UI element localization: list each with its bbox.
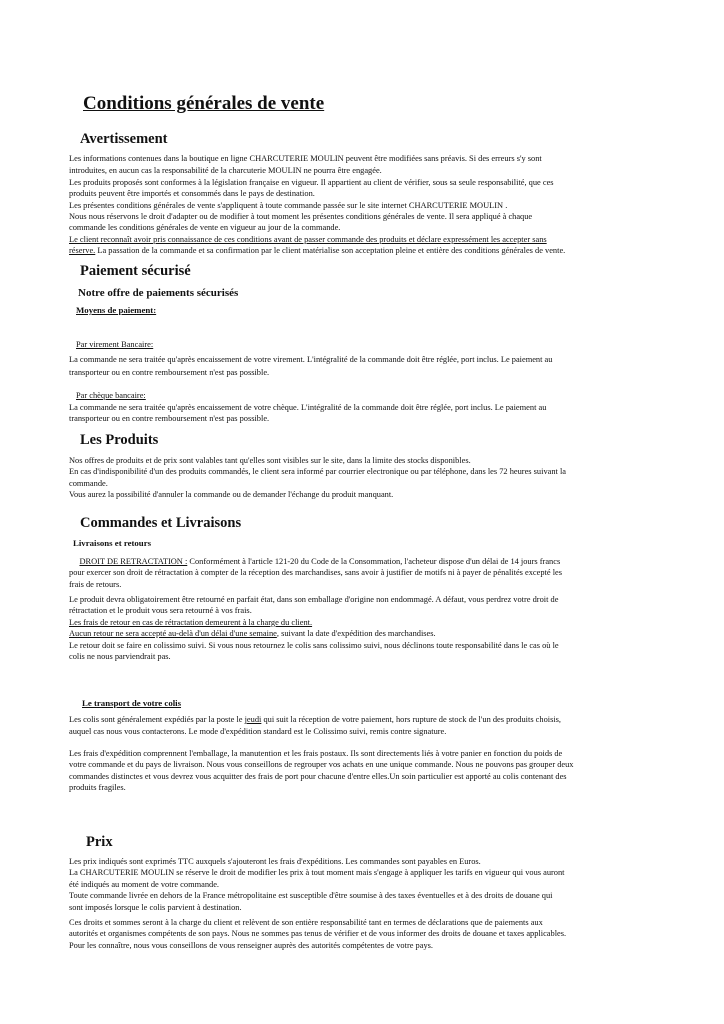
text-line: transporteur ou en contre remboursement n'est pas possible.: [69, 368, 270, 378]
paragraph-frais-expedition: [69, 748, 657, 794]
jeudi-underlined: jeudi: [244, 715, 262, 724]
text-line: frais de retours.: [69, 579, 122, 589]
text-line: qui suit la réception de votre paiement, hors rupture de stock de l'un des produits choisis,: [261, 715, 562, 724]
text-line: sont imposés lorsque le colis parvient à destination.: [69, 902, 242, 912]
text-line: Ces droits et sommes seront à la charge du client et relèvent de son entière responsabilité tant en termes de déclarations que de paiements aux: [69, 918, 543, 927]
subheading-offre-paiement: Notre offre de paiements sécurisés: [78, 287, 239, 299]
heading-avertissement: Avertissement: [80, 131, 168, 147]
text-line: En cas d'indisponibilité d'un des produits commandés, le client sera informé par courrier electronique ou par téléphone, dans les 72 heures suivant la: [69, 467, 566, 477]
label-cheque: Par chèque bancaire:: [76, 391, 146, 400]
text-line: La commande ne sera traitée qu'après encaissement de votre chèque. L'intégralité de la commande doit être réglée, port inclus. Le paiement au: [69, 403, 547, 412]
text-line: Nos offres de produits et de prix sont valables tant qu'elles sont visibles sur le site, dans la limite des stocks disponibles.: [69, 456, 471, 465]
heading-prix: Prix: [86, 834, 113, 850]
heading-paiement: Paiement sécurisé: [80, 263, 191, 279]
frais-retour-underlined: Les frais de retour en cas de rétractation demeurent à la charge du client.: [69, 617, 313, 627]
text-line: Les prix indiqués sont exprimés TTC auxquels s'ajouteront les frais d'expéditions. Les commandes sont payables en Euros.: [69, 857, 481, 866]
acceptance-underlined: Le client reconnaît avoir pris connaissance de ces conditions avant de passer commande des produits et déclare expressément les accepter sans: [69, 234, 547, 244]
text-line: commande.: [69, 478, 108, 488]
label-retractation: DROIT DE RETRACTATION :: [79, 557, 188, 566]
page-title: Conditions générales de vente: [83, 93, 325, 114]
text-line: transporteur ou en contre remboursement n'est pas possible.: [69, 414, 270, 424]
heading-commandes: Commandes et Livraisons: [80, 515, 242, 531]
paragraph-retour: [69, 594, 657, 662]
text-line: Les colis sont généralement expédiés par la poste le: [69, 715, 245, 724]
text-line: votre commande et du pays de livraison. Nous vous conseillons de regrouper vos achats en une unique commande. Nous ne pouvons pas grouper deux: [69, 760, 574, 770]
text-line: Vous aurez la possibilité d'annuler la commande ou de demander l'échange du produit manquant.: [69, 490, 394, 500]
paragraph-virement: [69, 354, 657, 379]
text-line: Conformément à l'article 121-20 du Code de la Consommation, l'acheteur dispose d'un délai de 14 jours francs: [187, 557, 561, 566]
acceptance-underlined-end: réserve.: [69, 246, 96, 256]
text-line: Le retour doit se faire en colissimo suivi. Si vous nous retournez le colis sans colissimo suivi, nous déclinons toute responsabilité dans le cas où le: [69, 640, 559, 650]
label-virement: Par virement Bancaire:: [76, 340, 154, 349]
subheading-livraisons: Livraisons et retours: [73, 538, 152, 548]
text-line: Les produits proposés sont conformes à la législation française en vigueur. Il appartient au client de vérifier, sous sa seule responsabilité, que ces: [69, 177, 554, 187]
text-line: produits fragiles.: [69, 783, 126, 793]
text-line: commandes distinctes et vous devrez vous acquitter des frais de port pour chacune d'entre elles.Un soin particulier est apporté au colis contenant des: [69, 771, 567, 781]
paragraph-prix: [69, 856, 657, 913]
heading-produits: Les Produits: [80, 432, 159, 448]
text-line: autorités et organismes compétents de son pays. Nous ne sommes pas tenus de vérifier et de vous informer des droits de douane et taxes applicables.: [69, 929, 567, 939]
text-line: produits peuvent être importés et consommés dans le pays de destination.: [69, 189, 315, 199]
text-line: Toute commande livrée en dehors de la France métropolitaine est susceptible d'être soumise à des taxes éventuelles et à des droits de douane qui: [69, 891, 553, 901]
text-line: La CHARCUTERIE MOULIN se réserve le droit de modifier les prix à tout moment mais s'engage à appliquer les tarifs en vigueur qui vous auront: [69, 868, 565, 878]
text-line: Les informations contenues dans la boutique en ligne CHARCUTERIE MOULIN peuvent être modifiées sans préavis. Si des erreurs s'y sont: [69, 154, 542, 163]
text-line: colis ne nous parviendrait pas.: [69, 652, 171, 662]
text-line: La passation de la commande et sa confirmation par le client matérialise son acceptation pleine et entière des conditions générales de vente.: [95, 246, 566, 256]
text-line: pour exercer son droit de rétractation à compter de la réception des marchandises, sans avoir à justifier de motifs ni à payer de pénalités excepté les: [69, 568, 562, 578]
text-line: rétractation et le produit vous sera retourné à vos frais.: [69, 606, 252, 616]
text-line: Les présentes conditions générales de vente s'appliquent à toute commande passée sur le site internet CHARCUTERIE MOULIN .: [69, 200, 508, 210]
paragraph-cheque: [69, 402, 657, 425]
text-line: introduites, en aucun cas la responsabilité de la charcuterie MOULIN ne pourra être engagée.: [69, 166, 382, 176]
text-line: commande les conditions générales de vente en vigueur au jour de la commande.: [69, 223, 341, 233]
paragraph-produits: [69, 455, 657, 501]
label-moyens-paiement: Moyens de paiement:: [76, 305, 157, 315]
label-transport: Le transport de votre colis: [82, 698, 182, 708]
paragraph-avertissement: [69, 153, 657, 257]
text-line: La commande ne sera traitée qu'après encaissement de votre virement. L'intégralité de la commande doit être réglée, port inclus. Le paiement au: [69, 355, 553, 364]
delai-retour-underlined: Aucun retour ne sera accepté au-delà d'un délai d'une semaine: [69, 629, 277, 639]
text-line: Les frais d'expédition comprennent l'emballage, la manutention et les frais postaux. Ils sont directements liés à votre panier en fonction du poids de: [69, 749, 563, 758]
text-line: Pour les connaître, nous vous conseillons de vous renseigner auprès des autorités compétentes de votre pays.: [69, 940, 433, 950]
text-line: auquel cas nous vous contacterons. Le mode d'expédition standard est le Colissimo suivi, remis contre signature.: [69, 727, 447, 737]
text-line: Le produit devra obligatoirement être retourné en parfait état, dans son emballage d'origine non endommagé. A défaut, vous perdrez votre droit de: [69, 595, 559, 604]
paragraph-taxes: [69, 917, 657, 951]
paragraph-transport: [69, 714, 657, 738]
text-line: , suivant la date d'expédition des marchandises.: [276, 629, 436, 639]
text-line: été indiqués au moment de votre commande.: [69, 879, 220, 889]
text-line: Nous nous réservons le droit d'adapter ou de modifier à tout moment les présentes conditions générales de vente. Il sera appliqué à chaque: [69, 212, 533, 222]
paragraph-retractation: [69, 556, 657, 590]
